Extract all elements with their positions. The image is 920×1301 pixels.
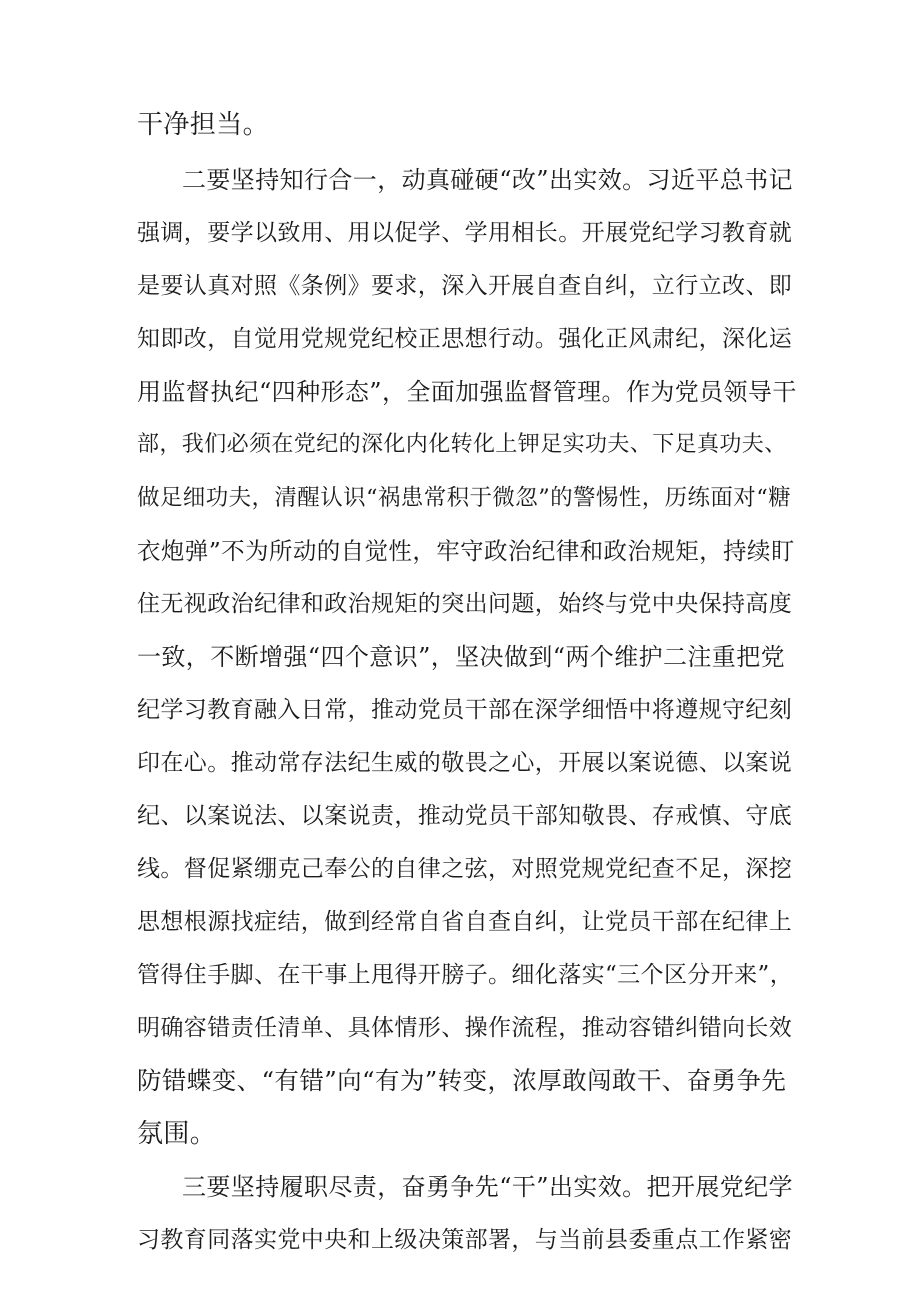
paragraph-line: 做足细功夫，清醒认识“祸患常积于微忽”的警惕性，历练面对“糖 bbox=[137, 485, 792, 511]
paragraph-line: 线。督促紧绷克己奉公的自律之弦，对照党规党纪查不足，深挖 bbox=[137, 856, 793, 882]
paragraph-line: 纪学习教育融入日常，推动党员干部在深学细悟中将遵规守纪刻 bbox=[137, 697, 793, 723]
paragraph-line: 衣炮弹”不为所动的自觉性，牢守政治纪律和政治规矩，持续盯 bbox=[137, 537, 795, 565]
paragraph-line: 氛围。 bbox=[137, 1119, 217, 1149]
paragraph-line: 用监督执纪“四种形态”，全面加强监督管理。作为党员领导干 bbox=[137, 378, 797, 406]
paragraph-line: 二要坚持知行合一，动真碰硬“改”出实效。习近平总书记 bbox=[182, 166, 793, 194]
paragraph-line: 住无视政治纪律和政治规矩的突出问题，始终与党中央保持高度 bbox=[137, 591, 793, 617]
paragraph-line: 干净担当。 bbox=[137, 110, 270, 140]
paragraph-line: 是要认真对照《条例》要求，深入开展自查自纠，立行立改、即 bbox=[137, 273, 793, 299]
paragraph-line: 强调，要学以致用、用以促学、学用相长。开展党纪学习教育就 bbox=[137, 220, 793, 246]
paragraph-line: 一致，不断增强“四个意识”，坚决做到“两个维护二注重把党 bbox=[137, 643, 786, 671]
paragraph-line: 印在心。推动常存法纪生威的敬畏之心，开展以案说德、以案说 bbox=[137, 750, 793, 776]
paragraph-line: 纪、以案说法、以案说责，推动党员干部知敬畏、存戒慎、守底 bbox=[137, 803, 793, 829]
paragraph-line: 三要坚持履职尽责，奋勇争先“干”出实效。把开展党纪学 bbox=[182, 1173, 793, 1201]
paragraph-line: 部，我们必须在党纪的深化内化转化上钾足实功夫、下足真功夫、 bbox=[137, 432, 787, 457]
paragraph-line: 防错蝶变、“有错”向“有为”转变，浓厚敢闯敢干、奋勇争先 bbox=[137, 1066, 787, 1095]
paragraph-line: 思想根源找症结，做到经常自省自查自纠，让党员干部在纪律上 bbox=[137, 909, 793, 935]
paragraph-line: 管得住手脚、在干事上甩得开膀子。细化落实“三个区分开来”， bbox=[137, 962, 794, 988]
paragraph-line: 明确容错责任清单、具体情形、操作流程，推动容错纠错向长效 bbox=[137, 1015, 793, 1041]
paragraph-line: 习教育同落实党中央和上级决策部署，与当前县委重点工作紧密 bbox=[137, 1227, 793, 1253]
paragraph-line: 知即改，自觉用党规党纪校正思想行动。强化正风肃纪，深化运 bbox=[137, 326, 793, 352]
